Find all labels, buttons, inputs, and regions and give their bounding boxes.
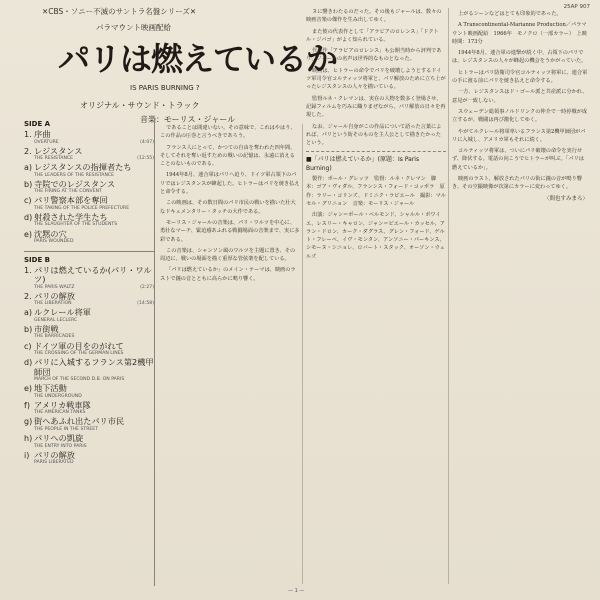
credits-heading: ■「パリは燃えているか」(原題：Is Paris Burning) (306, 156, 420, 172)
track-title-english: THE PARIS WALTZ (34, 284, 75, 290)
notes-paragraph: 代表作「アラビアのロレンス」も公開当時から評判であり、ジャールの名声は世界的なものとなった。 (306, 48, 442, 63)
track-number: 2. (24, 291, 32, 301)
track-number: c) (24, 341, 32, 351)
composer-credit: 音楽：モーリス・ジャール (140, 115, 236, 124)
series-name: ✕CBS・ソニー不滅のサントラ名盤シリーズ✕ (42, 7, 197, 16)
soundtrack-label: オリジナル・サウンド・トラック (80, 101, 200, 110)
track-title: パリ警察本部を奪回 (34, 195, 108, 206)
track-title: パリは燃えているか(パリ・ワルツ) (34, 264, 152, 285)
track-title: 市街戦 (34, 323, 59, 334)
album-title-english: IS PARIS BURNING ? (130, 84, 200, 92)
track-item (24, 163, 154, 178)
track-number: i) (24, 450, 30, 460)
tracklist (24, 118, 155, 586)
page-number: — 1 — (288, 588, 305, 594)
track-title: 街へあふれ出たパリ市民 (34, 416, 125, 427)
track-title: 序曲 (34, 129, 51, 139)
track-title: レジスタンス (34, 145, 83, 156)
track-item (24, 434, 154, 449)
side-divider (24, 251, 154, 252)
notes-paragraph: 「パリは燃えているか」のメイン・テーマは、映画のラストで鐘の音とともに高らかに鳴り響く。 (160, 267, 296, 282)
track-title: ドイツ軍の目をのがれて (34, 340, 124, 351)
notes-paragraph: 1944年8月、連合軍はパリへ迫り、ドイツ軍占領下のパリではレジスタンスが蜂起した。ヒトラーはパリを焼き払えと命令する。 (160, 172, 300, 196)
track-title: ルクレール将軍 (34, 307, 91, 318)
track-number: 1. (24, 130, 32, 139)
track-item (24, 325, 154, 340)
track-duration: (14:58) (137, 301, 154, 307)
track-title: レジスタンスの指揮者たち (34, 162, 132, 173)
track-number: g) (24, 417, 33, 427)
track-number: a) (24, 308, 33, 318)
track-title-english: THE ENTRY INTO PARIS (34, 443, 87, 449)
track-title: 沈黙の穴 (34, 228, 67, 239)
album-title: パリは燃えているか (58, 40, 338, 78)
track-item (24, 230, 154, 245)
track-item (24, 196, 154, 211)
track-title-english: THE LEADERS OF THE RESISTANCE (34, 172, 114, 178)
column-divider (448, 8, 449, 584)
notes-paragraph: コルティッツ将軍は、ついにパリ破壊の命令を実行せず、降伏する。電話の向こうでヒトラーが叫ぶ。「パリは燃えているか」。 (452, 148, 584, 171)
notes-paragraph: 製作：ポール・グレッツ 監督：ルネ・クレマン 脚本：ゴア・ヴィダル、フランシス・フォード・コッポラ 原作：ラリー・コリンズ、ドミニク・ラピエール 撮影：マルセル・グリニョン 音楽：モーリス・ジャール (306, 176, 446, 207)
track-number: e) (24, 229, 33, 239)
track-title-english: PARIS WOUNDED (34, 239, 74, 245)
track-title-english: THE UNDERGROUND (34, 393, 82, 399)
track-title-english: OVERTURE (34, 139, 59, 145)
track-item (24, 401, 154, 416)
track-duration: (2:27) (140, 284, 154, 290)
track-title: パリの解放 (34, 449, 75, 460)
track-title: パリへの凱旋 (34, 433, 84, 443)
track-item (24, 266, 154, 291)
track-number: e) (24, 384, 33, 394)
track-item (24, 342, 154, 357)
notes-paragraph: この音楽は、シャンソン風のワルツを主題に置き、その周辺に、戦いの場面を描く重厚な管弦楽を配している。 (160, 247, 296, 263)
track-title-english: THE SLAUGHTER OF THE STUDENTS (34, 222, 118, 228)
track-duration: (12:55) (137, 156, 154, 162)
track-title-english: GENERAL LECLERC (34, 317, 78, 323)
catalog-number: 25AP 907 (563, 4, 590, 10)
notes-column-1 (160, 124, 300, 584)
track-number: a) (24, 163, 33, 173)
track-title-english: THE FIRING AT THE CONVENT (34, 189, 102, 195)
notes-paragraph: この映画は、その数日間のパリ市民の戦いを描いた壮大なドキュメンタリー・タッチの大作である。 (160, 200, 296, 215)
track-title-english: PARIS LIBERATED (34, 460, 74, 466)
track-title-english: THE TAKING OF THE POLICE PREFECTURE (34, 205, 130, 211)
distributor-label: パラマウント映画配給 (96, 23, 171, 32)
notes-paragraph: ヒトラーはパリ防衛司令官コルティッツ将軍に、連合軍の手に渡る前にパリを焼き払えと命令する。 (452, 69, 588, 85)
track-title-english: THE RESISTANCE (34, 156, 74, 162)
notes-paragraph: なお、ジャール自身がこの作品について語った言葉によれば、パリという街そのものを主人公として描きたかったという。 (306, 123, 442, 147)
notes-paragraph: ヌに響きわたるのだった。その後もジャールは、数々の映画音楽の傑作を生み出してゆく。 (306, 9, 442, 24)
track-number: h) (24, 434, 33, 443)
track-number: 2. (24, 146, 32, 156)
notes-paragraph: モーリス・ジャールの音楽は、パリ・ワルツを中心に、勇壮なマーチ、緊迫感あふれる戦闘場面の音楽まで、実に多彩である。 (160, 219, 300, 243)
track-item (24, 147, 154, 162)
track-item (24, 358, 154, 383)
track-item (24, 213, 154, 228)
notes-paragraph: 出演：ジャン＝ポール・ベルモンド、シャルル・ボワイエ、レスリー・キャロン、ジャン＝ピエール・カッセル、アラン・ドロン、カーク・ダグラス、グレン・フォード、ゲルト・フレーベ、イヴ・モンタン、アンソニー・パーキンス、シモーヌ・シニョレ、ロバート・スタック、オーソン・ウェルズ (306, 212, 445, 260)
track-item (24, 308, 154, 323)
track-duration: (4:07) (140, 139, 154, 145)
notes-paragraph: 映画のラスト、解放されたパリの街に鐘の音が鳴り響き、その空撮映像が次第にカラーに変わってゆく。 (452, 176, 582, 191)
track-title: パリに入城するフランス第2機甲師団 (34, 357, 154, 377)
track-item (24, 384, 154, 399)
notes-column-3 (452, 10, 588, 584)
notes-paragraph: 映画は、ヒトラーの命令でパリを破壊しようとするドイツ軍司令官コルティッツ将軍と、パリ解放のために立ち上がったレジスタンスの人々を描いている。 (306, 67, 446, 91)
track-item (24, 130, 154, 145)
notes-paragraph: フランス人にとって、かつての自由を奪われた四年間、そしてそれを奪い返すための戦いの記憶は、永遠に消えることのないものである。 (160, 144, 296, 168)
credits-divider (306, 151, 446, 152)
notes-paragraph: 監督ルネ・クレマンは、実在の人物を数多く登場させ、記録フィルムを巧みに織りまぜながら、パリ解放の日々を再現した。 (306, 95, 446, 119)
track-title-english: THE CROSSING OF THE GERMAN LINES (34, 351, 124, 357)
side-a-label: SIDE A (24, 120, 51, 128)
track-title-english: THE BARRICADES (34, 334, 75, 340)
notes-paragraph: また彼の代表作として「アラビアのロレンス」「ドクトル・ジバゴ」がよく知られている。 (306, 28, 439, 43)
track-number: d) (24, 212, 33, 222)
track-title: 寺院でのレジスタンス (34, 178, 116, 189)
track-title: 射殺された学生たち (34, 211, 108, 222)
track-number: d) (24, 358, 33, 368)
track-number: c) (24, 196, 32, 206)
notes-column-2 (306, 8, 446, 584)
notes-paragraph: 1944年8月、連合軍の進撃が続く中、占領下のパリでは、レジスタンスの人々が蜂起の機会をうかがっていた。 (452, 50, 587, 65)
track-number: f) (24, 400, 30, 410)
notes-paragraph: 上がるシーンなどはとても印象的であった。 (458, 11, 562, 17)
track-item (24, 180, 154, 195)
notes-paragraph: であることは間違いない。その意味で、これはやはり、この作品の圧巻と言うべきであろう。 (160, 125, 296, 140)
track-item (24, 451, 154, 466)
track-item (24, 292, 154, 307)
notes-paragraph: A Transcontinental-Marianne Production／パラマウント映画配給 1966年 モノクロ（一部カラー） 上映時間：173分 (452, 22, 587, 45)
side-b-label: SIDE B (24, 255, 51, 264)
notes-paragraph: 一方、レジスタンスはド・ゴール派と共産派に分かれ、意見が一致しない。 (452, 89, 588, 104)
column-divider (302, 124, 303, 584)
track-title-english: THE LIBERATION (34, 301, 72, 307)
track-title: 地下活動 (34, 383, 67, 394)
track-number: b) (24, 179, 33, 189)
track-number: b) (24, 324, 33, 334)
track-number: 1. (24, 265, 32, 275)
track-title-english: THE AMERICAN TANKS (34, 410, 86, 416)
track-item (24, 417, 154, 432)
track-title-english: THE PEOPLE IN THE STREET (34, 426, 99, 432)
track-title: パリの解放 (34, 290, 75, 301)
notes-paragraph: スウェーデン総領事ノルドリンクの仲介で一時停戦が成立するが、戦闘は再び激化してゆく。 (452, 108, 588, 124)
track-title-english: MARCH OF THE SECOND D.B. ON PARIS (34, 377, 125, 383)
author-signature: 〈間也すみまろ〉 (543, 195, 588, 202)
track-title: アメリカ戦車隊 (34, 399, 91, 410)
notes-paragraph: やがてルクレール将軍率いるフランス第2機甲師団がパリに入城し、アメリカ軍もそれに続く。 (452, 128, 586, 143)
